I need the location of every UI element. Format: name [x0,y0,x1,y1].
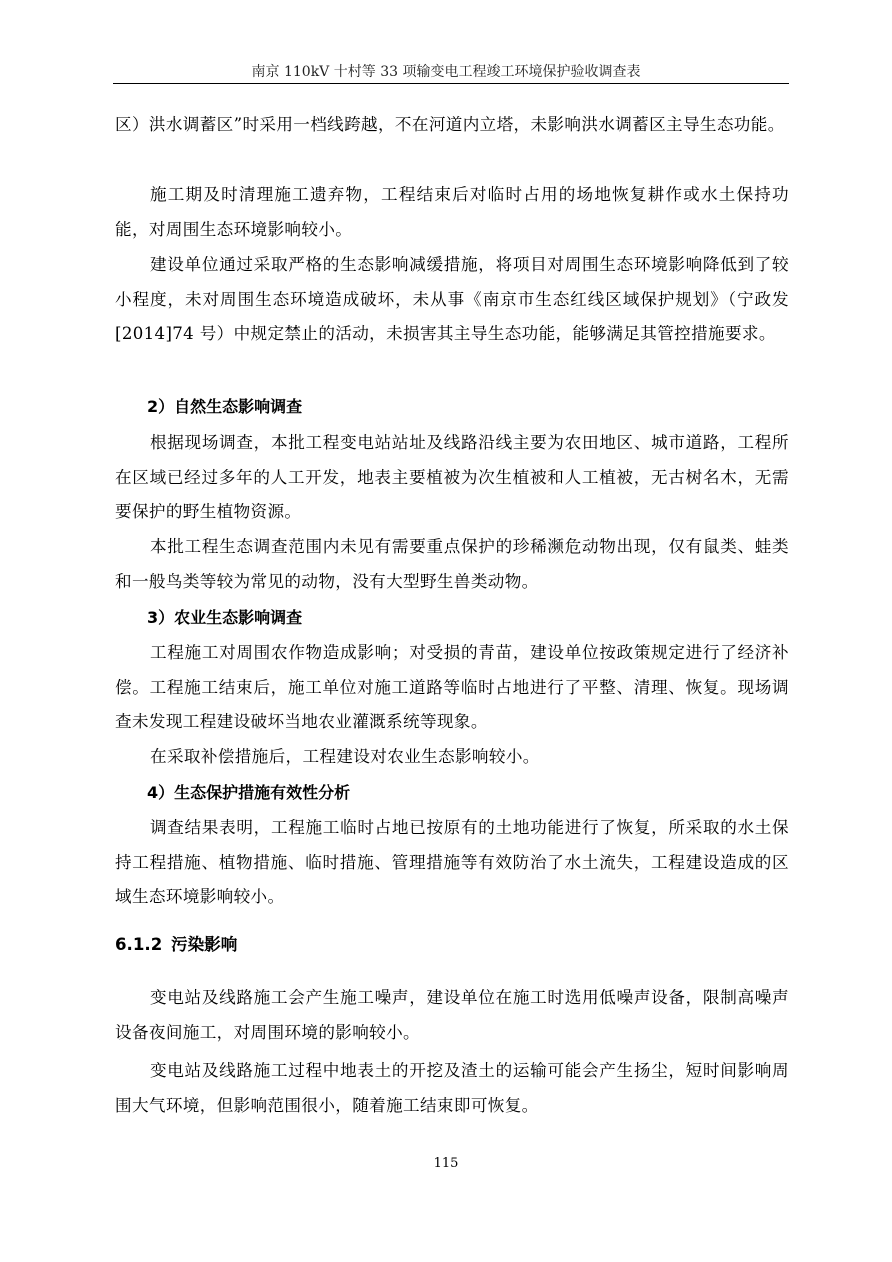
paragraph-mitigation-measures: 建设单位通过采取严格的生态影响减缓措施，将项目对周围生态环境影响降低到了较小程度，未对周围生态环境造成破坏，未从事《南京市生态红线区域保护规划》（宁政发[2014]74 号）中规定禁止的活动，未损害其主导生态功能，能够满足其管控措施要求。 [115,255,789,344]
paragraph-dust: 变电站及线路施工过程中地表土的开挖及渣土的运输可能会产生扬尘，短时间影响周围大气环境，但影响范围很小，随着施工结束即可恢复。 [115,1061,789,1115]
paragraph-flood-area: 区）洪水调蓄区”时采用一档线跨越，不在河道内立塔，未影响洪水调蓄区主导生态功能。 [115,115,785,134]
section-title: 污染影响 [171,935,238,954]
paragraph-noise: 变电站及线路施工会产生施工噪声，建设单位在施工时选用低噪声设备，限制高噪声设备夜间施工，对周围环境的影响较小。 [115,988,789,1042]
paragraph-site-survey: 根据现场调查，本批工程变电站站址及线路沿线主要为农田地区、城市道路，工程所在区域已经过多年的人工开发，地表主要植被为次生植被和人工植被，无古树名木，无需要保护的野生植物资源。 [115,433,789,522]
paragraph-compensation-result: 在采取补偿措施后，工程建设对农业生态影响较小。 [150,747,540,766]
paragraph-wildlife: 本批工程生态调查范围内未见有需要重点保护的珍稀濒危动物出现，仅有鼠类、蛙类和一般鸟类等较为常见的动物，没有大型野生兽类动物。 [115,537,789,591]
page-header-title: 南京 110kV 十村等 33 项输变电工程竣工环境保护验收调查表 [251,64,641,80]
subheading-measure-effectiveness: 4）生态保护措施有效性分析 [147,783,351,802]
paragraph-construction-waste: 施工期及时清理施工遗弃物，工程结束后对临时占用的场地恢复耕作或水土保持功能，对周围生态环境影响较小。 [115,185,789,239]
subheading-agricultural-ecology: 3）农业生态影响调查 [147,608,303,627]
page-number: 115 [433,1156,459,1171]
section-number: 6.1.2 [115,935,163,954]
paragraph-crop-compensation: 工程施工对周围农作物造成影响；对受损的青苗，建设单位按政策规定进行了经济补偿。工程施工结束后，施工单位对施工道路等临时占地进行了平整、清理、恢复。现场调查未发现工程建设破坏当地农业灌溉系统等现象。 [115,643,789,732]
paragraph-survey-result: 调查结果表明，工程施工临时占地已按原有的土地功能进行了恢复，所采取的水土保持工程措施、植物措施、临时措施、管理措施等有效防治了水土流失，工程建设造成的区域生态环境影响较小。 [115,818,789,907]
header-divider [113,83,789,84]
section-heading-pollution [115,930,237,960]
subheading-natural-ecology: 2）自然生态影响调查 [147,397,303,416]
